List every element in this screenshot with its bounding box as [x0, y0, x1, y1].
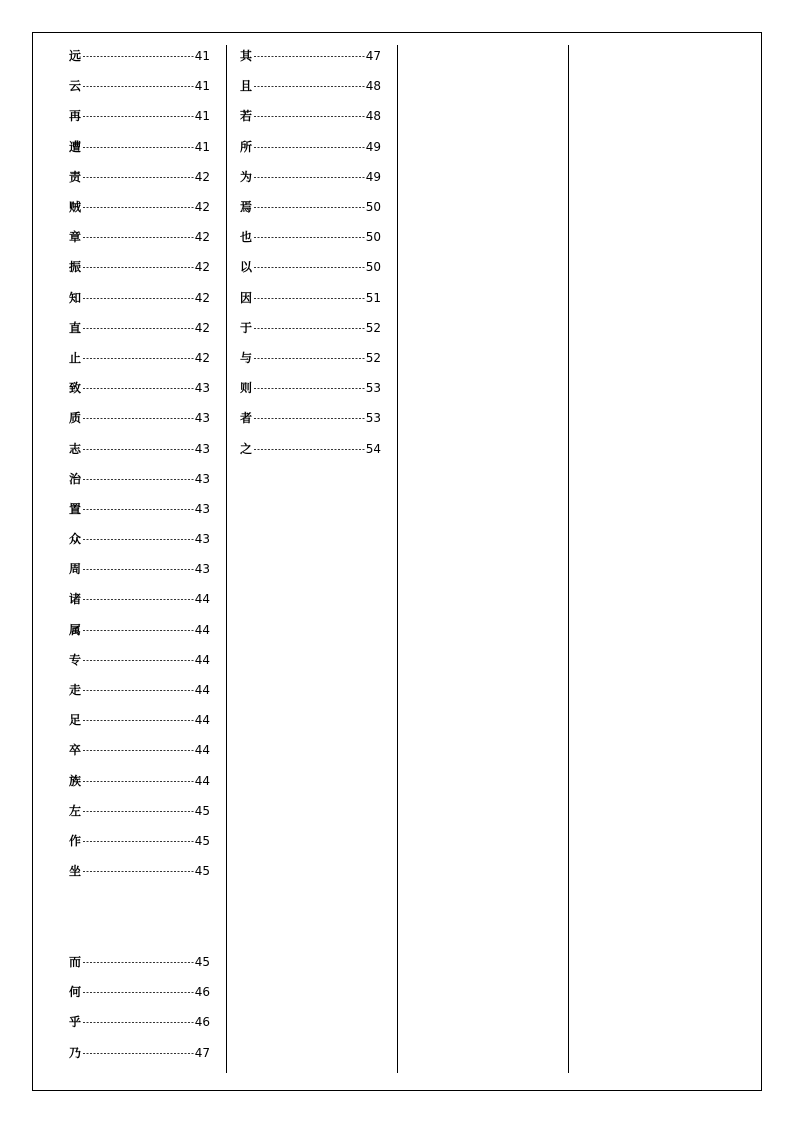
- entry-page-number: 45: [194, 803, 210, 818]
- entry-page-number: 49: [365, 169, 381, 184]
- dot-leader: [83, 479, 194, 480]
- index-entry: [69, 766, 210, 796]
- dot-leader: [254, 237, 365, 238]
- dot-leader: [83, 660, 194, 661]
- dot-leader: [83, 449, 194, 450]
- index-entry: [69, 283, 210, 313]
- index-entry: [240, 313, 381, 343]
- entry-page-number: 50: [365, 260, 381, 275]
- dot-leader: [254, 147, 365, 148]
- dot-leader: [83, 720, 194, 721]
- entry-character: 为: [240, 169, 253, 184]
- entry-character: 远: [69, 49, 82, 64]
- entry-character: 志: [69, 441, 82, 456]
- dot-leader: [83, 237, 194, 238]
- dot-leader: [83, 177, 194, 178]
- entry-page-number: 41: [194, 109, 210, 124]
- index-column-1-upper: [69, 41, 210, 886]
- entry-character: 坐: [69, 864, 82, 879]
- entry-character: 贼: [69, 200, 82, 215]
- dot-leader: [83, 418, 194, 419]
- dot-leader: [83, 690, 194, 691]
- index-entry: [69, 947, 210, 977]
- entry-page-number: 45: [194, 864, 210, 879]
- index-entry: [69, 735, 210, 765]
- index-entry: [69, 494, 210, 524]
- entry-page-number: 42: [194, 260, 210, 275]
- entry-page-number: 44: [194, 743, 210, 758]
- index-entry: [240, 283, 381, 313]
- index-entry: [69, 645, 210, 675]
- entry-page-number: 42: [194, 169, 210, 184]
- index-entry: [69, 826, 210, 856]
- dot-leader: [83, 1053, 194, 1054]
- entry-character: 且: [240, 79, 253, 94]
- entry-page-number: 43: [194, 501, 210, 516]
- dot-leader: [254, 56, 365, 57]
- index-entry: [240, 71, 381, 101]
- index-entry: [69, 192, 210, 222]
- entry-page-number: 44: [194, 773, 210, 788]
- entry-page-number: 41: [194, 139, 210, 154]
- index-entry: [69, 464, 210, 494]
- index-column-2: [240, 41, 381, 464]
- entry-page-number: 44: [194, 683, 210, 698]
- entry-character: 遭: [69, 139, 82, 154]
- entry-character: 属: [69, 622, 82, 637]
- entry-page-number: 43: [194, 562, 210, 577]
- dot-leader: [83, 388, 194, 389]
- entry-character: 于: [240, 320, 253, 335]
- entry-character: 左: [69, 803, 82, 818]
- index-entry: [69, 313, 210, 343]
- dot-leader: [254, 267, 365, 268]
- dot-leader: [83, 116, 194, 117]
- entry-character: 知: [69, 290, 82, 305]
- dot-leader: [83, 328, 194, 329]
- dot-leader: [83, 1022, 194, 1023]
- entry-page-number: 48: [365, 79, 381, 94]
- dot-leader: [254, 116, 365, 117]
- dot-leader: [83, 750, 194, 751]
- index-entry: [240, 222, 381, 252]
- index-entry: [240, 132, 381, 162]
- entry-character: 振: [69, 260, 82, 275]
- index-entry: [69, 856, 210, 886]
- entry-character: 焉: [240, 200, 253, 215]
- entry-page-number: 45: [194, 833, 210, 848]
- entry-character: 若: [240, 109, 253, 124]
- entry-page-number: 51: [365, 290, 381, 305]
- index-entry: [69, 343, 210, 373]
- column-divider-3: [568, 45, 569, 1073]
- entry-character: 其: [240, 49, 253, 64]
- entry-page-number: 52: [365, 350, 381, 365]
- entry-page-number: 48: [365, 109, 381, 124]
- entry-character: 之: [240, 441, 253, 456]
- entry-character: 章: [69, 230, 82, 245]
- entry-page-number: 42: [194, 290, 210, 305]
- dot-leader: [83, 992, 194, 993]
- index-entry: [69, 675, 210, 705]
- entry-character: 周: [69, 562, 82, 577]
- dot-leader: [254, 328, 365, 329]
- entry-page-number: 43: [194, 381, 210, 396]
- entry-character: 也: [240, 230, 253, 245]
- index-entry: [69, 101, 210, 131]
- entry-page-number: 43: [194, 471, 210, 486]
- dot-leader: [83, 147, 194, 148]
- entry-page-number: 47: [194, 1045, 210, 1060]
- entry-character: 作: [69, 833, 82, 848]
- entry-character: 诸: [69, 592, 82, 607]
- entry-page-number: 43: [194, 532, 210, 547]
- entry-character: 治: [69, 471, 82, 486]
- index-entry: [69, 615, 210, 645]
- dot-leader: [254, 449, 365, 450]
- dot-leader: [83, 509, 194, 510]
- entry-character: 乎: [69, 1015, 82, 1030]
- column-divider-1: [226, 45, 227, 1073]
- entry-page-number: 42: [194, 230, 210, 245]
- dot-leader: [83, 298, 194, 299]
- index-entry: [240, 433, 381, 463]
- index-entry: [240, 41, 381, 71]
- dot-leader: [83, 569, 194, 570]
- entry-page-number: 42: [194, 320, 210, 335]
- entry-page-number: 44: [194, 592, 210, 607]
- index-entry: [69, 252, 210, 282]
- entry-page-number: 44: [194, 652, 210, 667]
- index-entry: [69, 41, 210, 71]
- dot-leader: [83, 811, 194, 812]
- index-entry: [240, 101, 381, 131]
- index-entry: [69, 71, 210, 101]
- index-column-1-lower: [69, 947, 210, 1068]
- entry-character: 专: [69, 652, 82, 667]
- entry-character: 众: [69, 532, 82, 547]
- entry-character: 责: [69, 169, 82, 184]
- entry-page-number: 43: [194, 411, 210, 426]
- index-entry: [69, 796, 210, 826]
- dot-leader: [83, 539, 194, 540]
- index-entry: [69, 524, 210, 554]
- entry-character: 因: [240, 290, 253, 305]
- dot-leader: [83, 599, 194, 600]
- entry-character: 止: [69, 350, 82, 365]
- index-entry: [69, 1038, 210, 1068]
- dot-leader: [254, 298, 365, 299]
- entry-page-number: 54: [365, 441, 381, 456]
- index-entry: [240, 403, 381, 433]
- entry-character: 以: [240, 260, 253, 275]
- entry-character: 直: [69, 320, 82, 335]
- index-entry: [69, 222, 210, 252]
- dot-leader: [83, 358, 194, 359]
- entry-character: 所: [240, 139, 253, 154]
- index-entry: [69, 373, 210, 403]
- entry-page-number: 45: [194, 955, 210, 970]
- index-entry: [69, 403, 210, 433]
- entry-character: 足: [69, 713, 82, 728]
- entry-page-number: 44: [194, 713, 210, 728]
- entry-character: 走: [69, 683, 82, 698]
- index-entry: [69, 433, 210, 463]
- index-entry: [69, 554, 210, 584]
- entry-character: 致: [69, 381, 82, 396]
- entry-character: 族: [69, 773, 82, 788]
- index-entry: [69, 132, 210, 162]
- entry-character: 而: [69, 955, 82, 970]
- dot-leader: [83, 871, 194, 872]
- index-entry: [240, 343, 381, 373]
- index-entry: [69, 977, 210, 1007]
- entry-page-number: 44: [194, 622, 210, 637]
- entry-character: 何: [69, 985, 82, 1000]
- column-divider-2: [397, 45, 398, 1073]
- entry-page-number: 42: [194, 200, 210, 215]
- entry-character: 再: [69, 109, 82, 124]
- index-entry: [69, 584, 210, 614]
- dot-leader: [254, 86, 365, 87]
- entry-page-number: 43: [194, 441, 210, 456]
- entry-page-number: 50: [365, 230, 381, 245]
- entry-character: 则: [240, 381, 253, 396]
- entry-page-number: 41: [194, 79, 210, 94]
- dot-leader: [83, 267, 194, 268]
- entry-character: 与: [240, 350, 253, 365]
- index-entry: [240, 192, 381, 222]
- entry-page-number: 53: [365, 411, 381, 426]
- dot-leader: [254, 358, 365, 359]
- index-entry: [240, 373, 381, 403]
- dot-leader: [83, 841, 194, 842]
- entry-page-number: 49: [365, 139, 381, 154]
- dot-leader: [83, 781, 194, 782]
- dot-leader: [83, 630, 194, 631]
- entry-page-number: 53: [365, 381, 381, 396]
- dot-leader: [83, 56, 194, 57]
- entry-page-number: 47: [365, 49, 381, 64]
- entry-character: 云: [69, 79, 82, 94]
- index-entry: [69, 705, 210, 735]
- entry-character: 乃: [69, 1045, 82, 1060]
- dot-leader: [254, 177, 365, 178]
- entry-page-number: 41: [194, 49, 210, 64]
- entry-page-number: 50: [365, 200, 381, 215]
- dot-leader: [254, 418, 365, 419]
- dot-leader: [83, 207, 194, 208]
- index-entry: [69, 1007, 210, 1037]
- index-entry: [240, 162, 381, 192]
- entry-character: 者: [240, 411, 253, 426]
- dot-leader: [254, 388, 365, 389]
- dot-leader: [254, 207, 365, 208]
- dot-leader: [83, 962, 194, 963]
- entry-character: 质: [69, 411, 82, 426]
- entry-character: 置: [69, 501, 82, 516]
- index-entry: [69, 162, 210, 192]
- entry-page-number: 46: [194, 1015, 210, 1030]
- entry-page-number: 52: [365, 320, 381, 335]
- entry-page-number: 42: [194, 350, 210, 365]
- entry-page-number: 46: [194, 985, 210, 1000]
- entry-character: 卒: [69, 743, 82, 758]
- dot-leader: [83, 86, 194, 87]
- index-entry: [240, 252, 381, 282]
